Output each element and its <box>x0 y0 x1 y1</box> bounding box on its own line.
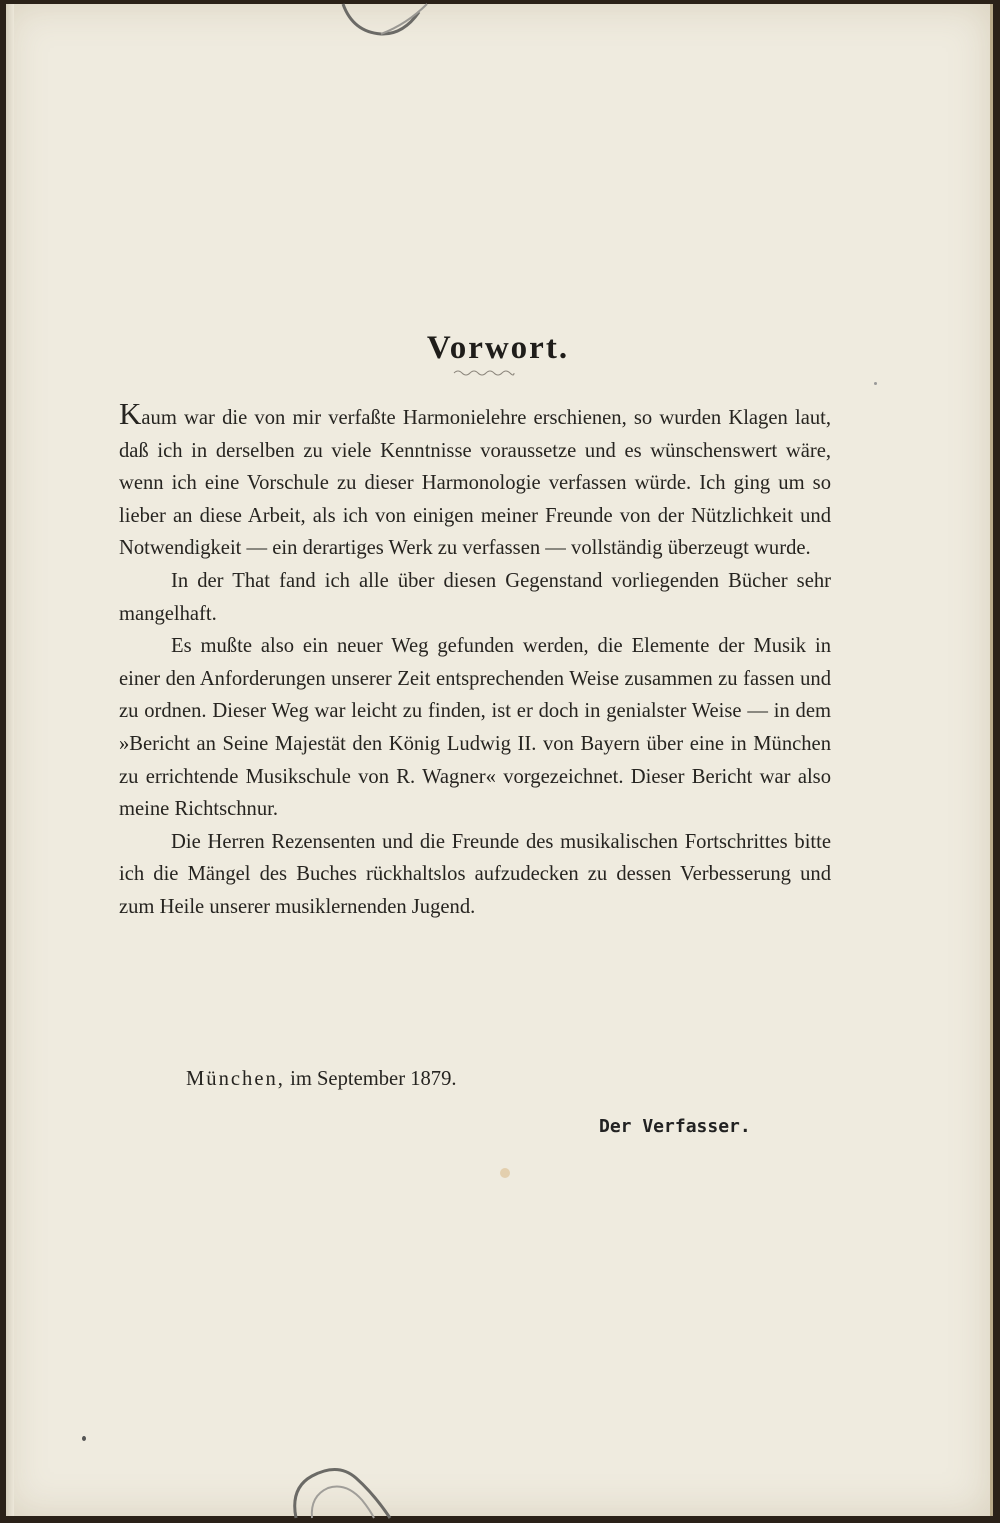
paragraph-1-text: aum war die von mir verfaßte Harmonielehre erschienen, so wurden Klagen laut, daß ich in derselben zu viele Kenntnisse voraussetze und es wünschenswert wäre, wenn ich eine Vorschule zu dieser Harmonologie verfassen würde. Ich ging um so lieber an diese Arbeit, als ich von einigen meiner Freunde von der Nützlichkeit und Notwendigkeit — ein derartiges Werk zu verfassen — vollständig überzeugt wurde. <box>119 407 831 560</box>
initial-letter: K <box>119 396 142 431</box>
paper-clip-top-icon <box>341 2 431 42</box>
place: München, <box>186 1068 285 1090</box>
place-and-date <box>186 1068 457 1091</box>
page-title: Vorwort. <box>426 330 570 367</box>
paragraph-4: Die Herren Rezensenten und die Freunde des musikalischen Fortschrittes bitte ich die Mängel des Buches rückhaltslos aufzudecken zu dessen Verbesserung und zum Heile unserer musiklernenden Jugend. <box>119 830 831 918</box>
title-ornament-icon <box>452 368 516 378</box>
signature: Der Verfasser. <box>599 1116 751 1137</box>
preface-body <box>119 396 831 924</box>
paragraph-3: Es mußte also ein neuer Weg gefunden werden, die Elemente der Musik in einer den Anforderungen unserer Zeit entsprechenden Weise zusammen zu fassen und zu ordnen. Dieser Weg war leicht zu finden, ist er doch in genialster Weise — in dem »Bericht an Seine Majestät den König Ludwig II. von Bayern über eine in München zu errichtende Musikschule von R. Wagner« vorgezeichnet. Dieser Bericht war also meine Richtschnur. <box>119 635 831 821</box>
page-binding-edge <box>6 4 14 1516</box>
paper-speck <box>874 382 877 385</box>
paper-page <box>6 4 993 1516</box>
date: im September 1879. <box>290 1068 457 1090</box>
paper-speck <box>82 1436 86 1441</box>
paper-speck <box>500 1168 510 1178</box>
paragraph-2: In der That fand ich alle über diesen Gegenstand vorliegenden Bücher sehr mangelhaft. <box>119 569 831 625</box>
paper-clip-bottom-icon <box>286 1460 396 1520</box>
paragraph-1 <box>119 396 831 565</box>
